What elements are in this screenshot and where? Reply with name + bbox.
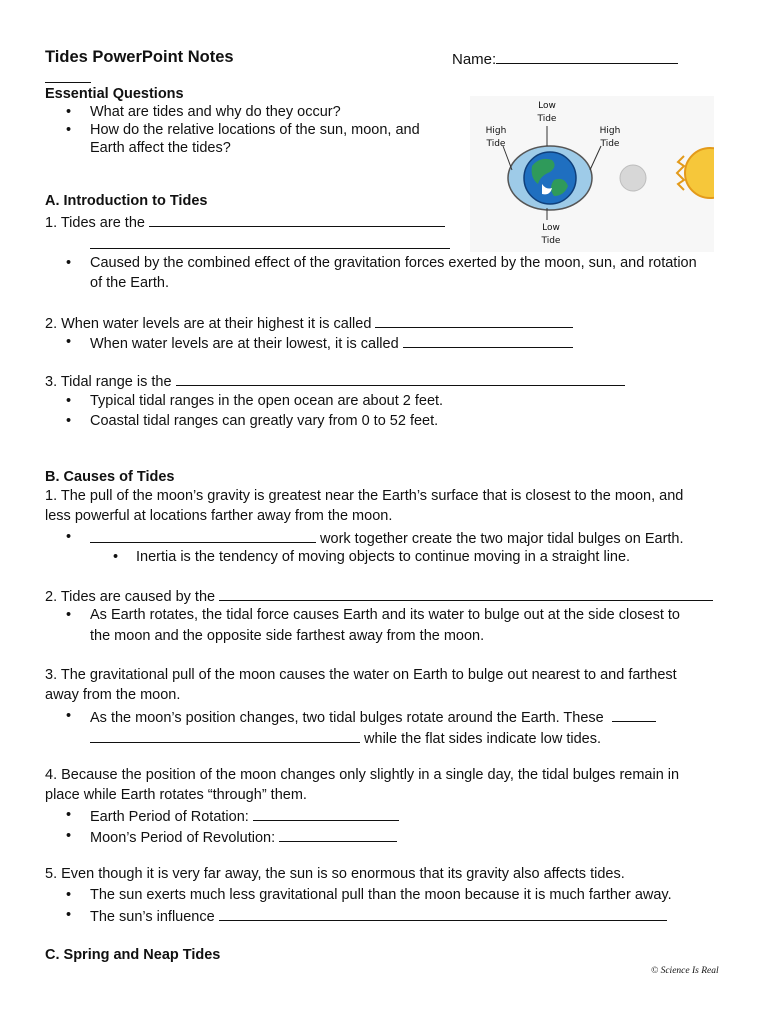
bullet-icon: •	[66, 887, 72, 903]
item-b5-bullet-2	[90, 907, 667, 925]
bullet-icon: •	[66, 708, 72, 724]
item-a2-text: 2. When water levels are at their highest it is called	[45, 316, 372, 332]
blank-tidal-range[interactable]	[176, 372, 625, 386]
bullet-icon: •	[66, 907, 72, 923]
blank-tidal-bulges-indicate-continued[interactable]	[90, 729, 360, 743]
item-a3-bullet-2: Coastal tidal ranges can greatly vary from 0 to 52 feet.	[90, 413, 439, 429]
high-tide-left-label-line2: Tide	[486, 139, 506, 149]
item-a3-bullet-1: Typical tidal ranges in the open ocean are about 2 feet.	[90, 393, 444, 409]
item-b3-line2: away from the moon.	[45, 687, 181, 703]
copyright-footer: © Science Is Real	[651, 966, 719, 976]
item-a1-text: 1. Tides are the	[45, 215, 145, 231]
section-c-heading: C. Spring and Neap Tides	[45, 947, 221, 963]
item-b1-subbullet: Inertia is the tendency of moving objects to continue moving in a straight line.	[136, 549, 631, 565]
moon-icon	[620, 165, 646, 191]
item-a2	[45, 314, 573, 332]
page-title: Tides PowerPoint Notes	[45, 48, 234, 66]
blank-tides-caused-by[interactable]	[219, 587, 713, 601]
bullet-icon: •	[66, 807, 72, 823]
bullet-icon: •	[66, 413, 72, 429]
name-label: Name:	[452, 51, 497, 68]
name-field[interactable]	[452, 50, 678, 68]
earth-icon	[524, 152, 576, 204]
essential-question-2a: How do the relative locations of the sun, moon, and	[90, 122, 420, 138]
bullet-icon: •	[66, 334, 72, 350]
low-tide-top-label-line1: Low	[538, 101, 556, 111]
item-b4-line2: place while Earth rotates “through” them.	[45, 787, 307, 803]
item-b4-bullet-1	[90, 807, 399, 825]
blank-tidal-bulges[interactable]	[90, 529, 316, 543]
essential-question-1: What are tides and why do they occur?	[90, 104, 341, 120]
tide-diagram	[470, 96, 714, 252]
blank-moon-revolution[interactable]	[279, 828, 397, 842]
item-b5: 5. Even though it is very far away, the sun is so enormous that its gravity also affects tides.	[45, 866, 625, 882]
blank-tides-are-continued[interactable]	[90, 235, 450, 249]
blank-earth-rotation[interactable]	[253, 807, 399, 821]
item-b3-bullet-text: As the moon’s position changes, two tidal bulges rotate around the Earth. These	[90, 710, 604, 726]
low-tide-top-label-line2: Tide	[537, 114, 557, 124]
bullet-icon: •	[66, 529, 72, 545]
bullet-icon: •	[113, 549, 119, 565]
item-b2-bullet-line1: As Earth rotates, the tidal force causes Earth and its water to bulge out at the side closest to	[90, 607, 680, 623]
item-b3-line1: 3. The gravitational pull of the moon causes the water on Earth to bulge out nearest to and farthest	[45, 667, 677, 683]
blank-tides-are[interactable]	[149, 213, 445, 227]
item-b5-bullet-1: The sun exerts much less gravitational pull than the moon because it is much farther away.	[90, 887, 672, 903]
item-b2-text: 2. Tides are caused by the	[45, 589, 216, 605]
item-a2-bullet-text: When water levels are at their lowest, it is called	[90, 336, 399, 352]
low-tide-bottom-label-line2: Tide	[541, 236, 561, 246]
item-b4-bullet-2	[90, 828, 397, 846]
item-a2-bullet	[90, 334, 573, 352]
item-a3	[45, 372, 625, 390]
section-b-heading: B. Causes of Tides	[45, 469, 175, 485]
low-tide-bottom-label-line1: Low	[542, 223, 560, 233]
essential-question-2b: Earth affect the tides?	[90, 140, 231, 156]
blank-tidal-bulges-indicate[interactable]	[612, 708, 656, 722]
item-a1-bullet-line1: Caused by the combined effect of the gravitation forces exerted by the moon, sun, and rotation	[90, 255, 697, 271]
blank-low-tide[interactable]	[403, 334, 573, 348]
item-b3-bullet-line1	[90, 708, 656, 726]
item-a1	[45, 213, 445, 231]
bullet-icon: •	[66, 393, 72, 409]
section-a-heading: A. Introduction to Tides	[45, 193, 208, 209]
item-b1-line2: less powerful at locations farther away from the moon.	[45, 508, 393, 524]
item-a1-bullet-line2: of the Earth.	[90, 275, 169, 291]
bullet-icon: •	[66, 255, 72, 271]
bullet-icon: •	[66, 122, 72, 138]
name-blank-continued[interactable]	[45, 69, 91, 83]
item-b1-bullet	[90, 529, 684, 547]
item-a3-text: 3. Tidal range is the	[45, 374, 172, 390]
blank-high-tide[interactable]	[375, 314, 573, 328]
blank-sun-influence[interactable]	[219, 907, 667, 921]
item-b4-line1: 4. Because the position of the moon changes only slightly in a single day, the tidal bulges remain in	[45, 767, 680, 783]
item-b3-bullet-line2-text: while the flat sides indicate low tides.	[364, 731, 601, 747]
item-b2	[45, 587, 713, 605]
bullet-icon: •	[66, 828, 72, 844]
moon-revolution-label: Moon’s Period of Revolution:	[90, 830, 276, 846]
earth-rotation-label: Earth Period of Rotation:	[90, 809, 249, 825]
high-tide-left-label-line1: High	[485, 126, 507, 136]
item-b1-bullet-text: work together create the two major tidal bulges on Earth.	[320, 531, 684, 547]
bullet-icon: •	[66, 104, 72, 120]
high-tide-right-label-line2: Tide	[600, 139, 620, 149]
high-tide-right-label-line1: High	[599, 126, 621, 136]
sun-influence-label: The sun’s influence	[90, 909, 215, 925]
bullet-icon: •	[66, 607, 72, 623]
item-b1-line1: 1. The pull of the moon’s gravity is greatest near the Earth’s surface that is closest to the moon, and	[45, 488, 684, 504]
essential-questions-heading: Essential Questions	[45, 86, 184, 102]
item-b3-bullet-line2	[90, 729, 601, 747]
name-blank[interactable]	[496, 50, 678, 64]
item-b2-bullet-line2: the moon and the opposite side farthest away from the moon.	[90, 628, 485, 644]
